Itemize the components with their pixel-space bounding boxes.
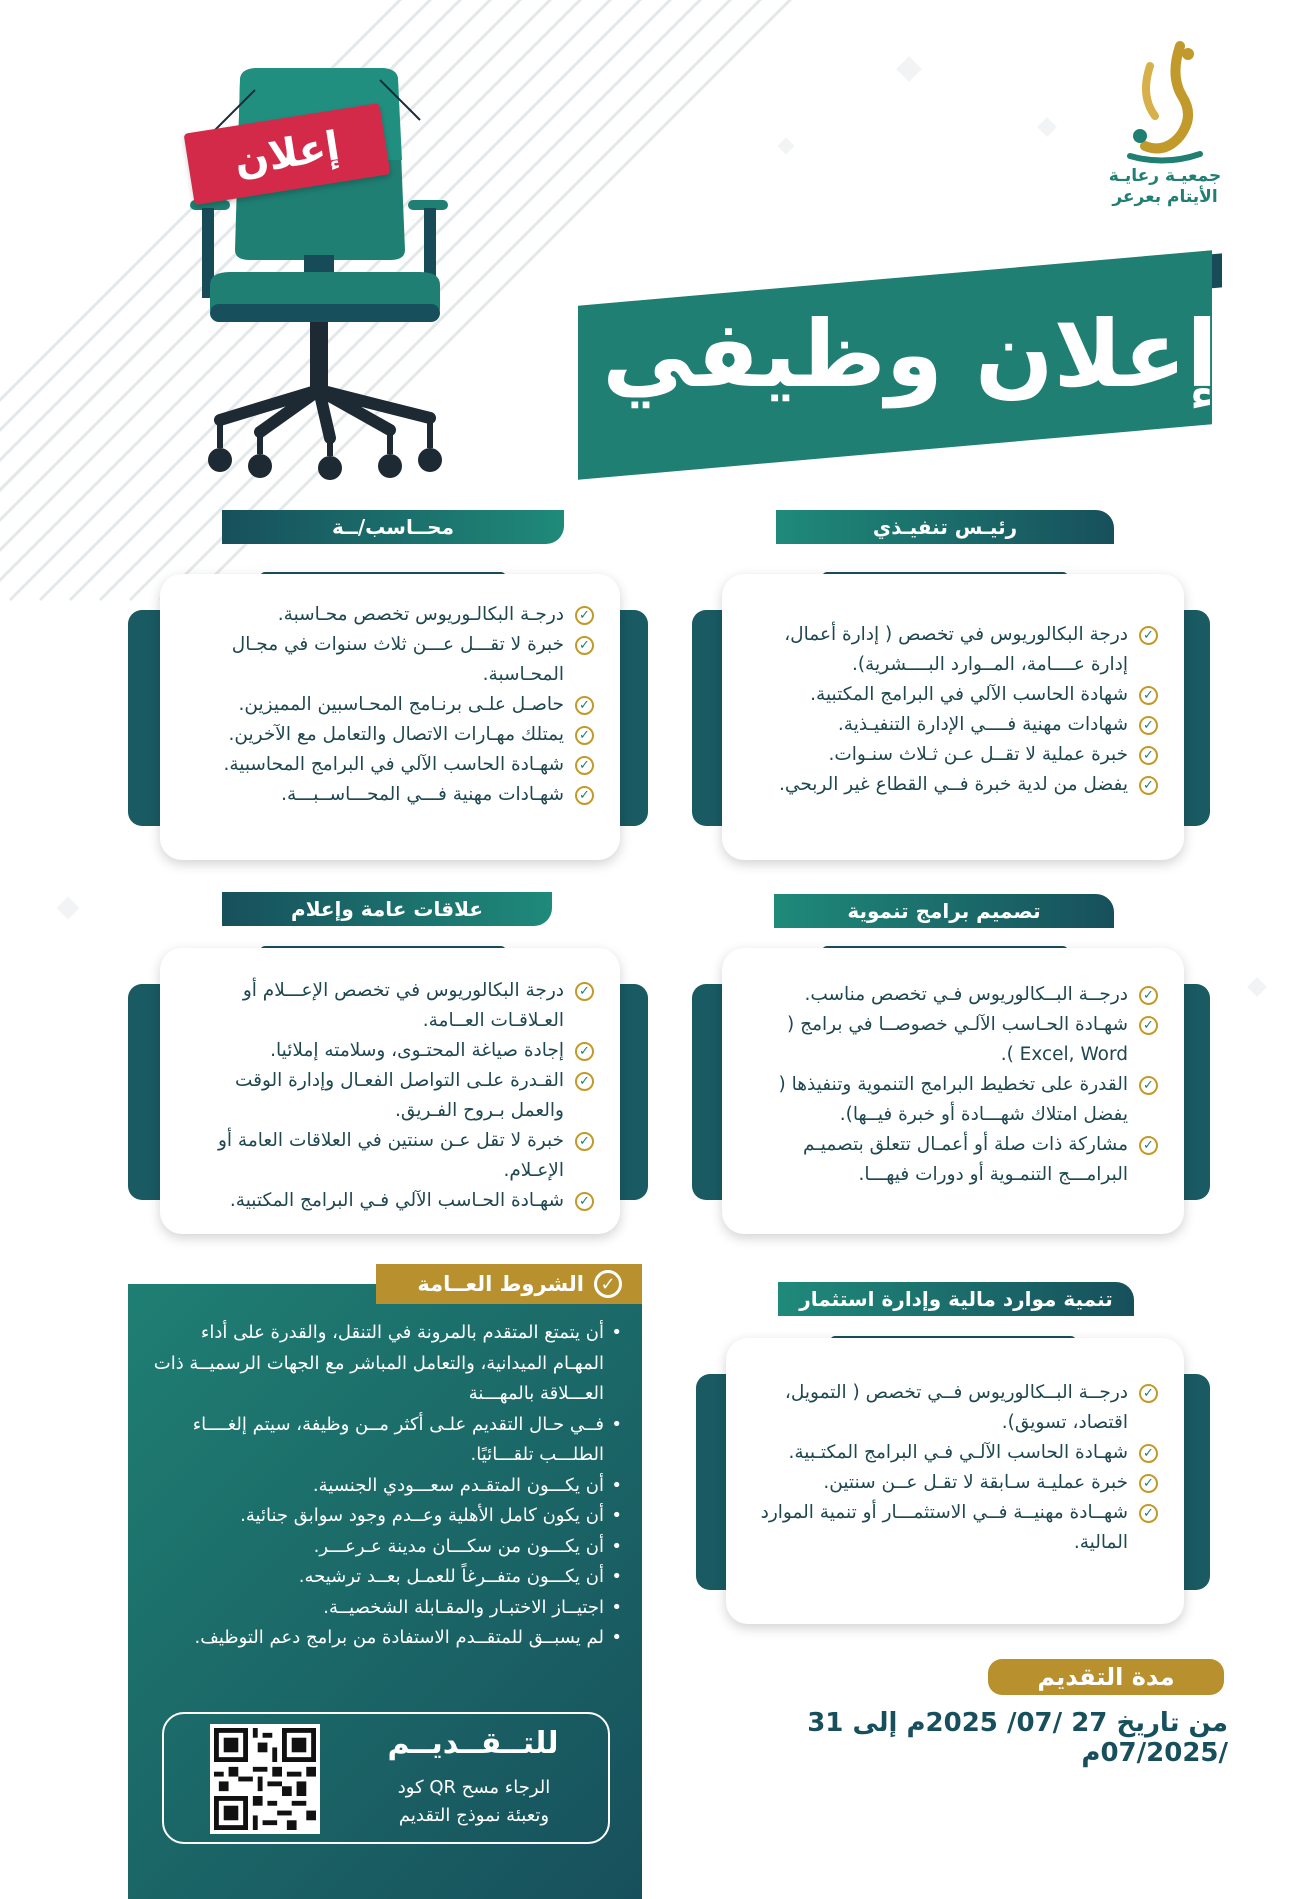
list-item: ✓ شهـادة الحـاسب الآلـي خصوصــا في برامج ( Excel, Word ). xyxy=(748,1010,1158,1070)
section-title-programs: تصميم برامج تنموية xyxy=(847,899,1041,923)
list-item: ✓ خبرة لا تقـــل عـــن ثلاث سنوات في مجـال المحـاسبة. xyxy=(186,630,594,690)
section-header-programs xyxy=(774,894,1114,928)
section-title-accountant: محــاسب/ــة xyxy=(332,515,454,539)
card-accountant xyxy=(160,574,620,860)
list-item: ✓ القدرة على تخطيط البرامج التنموية وتنفيذها ( يفضل امتلاك شهـــادة أو خبرة فيــها). xyxy=(748,1070,1158,1130)
section-title-executive: رئيـس تنفيـذي xyxy=(872,515,1018,539)
check-icon: ✓ xyxy=(1139,986,1158,1005)
check-icon: ✓ xyxy=(575,1132,594,1151)
section-header-finance xyxy=(778,1282,1134,1316)
check-icon: ✓ xyxy=(575,606,594,625)
check-icon: ✓ xyxy=(1139,1474,1158,1493)
list-item: • أن يكـــون من سكـــان مدينة عـرعـــر. xyxy=(152,1532,622,1563)
check-icon: ✓ xyxy=(575,1072,594,1091)
list-item: ✓ يمتلك مهـارات الاتصال والتعامل مع الآخرين. xyxy=(186,720,594,750)
qr-code-icon xyxy=(214,1728,316,1830)
check-icon: ✓ xyxy=(1139,1016,1158,1035)
apply-title: للتــقــديــم xyxy=(387,1726,559,1761)
list-item: ✓ خبرة عمليـة سـابقة لا تقـل عــن سنتين. xyxy=(752,1468,1158,1498)
list-item: ✓ شهـادة الحـاسب الآلي فـي البرامج المكتبية. xyxy=(186,1186,594,1216)
section-header-accountant xyxy=(222,510,564,544)
logo-name-line1: جمعيـة رعايـة xyxy=(1108,166,1222,186)
list-item: ✓ شهادة الحاسب الآلي في البرامج المكتبية. xyxy=(748,680,1158,710)
association-logo-icon xyxy=(1110,36,1220,166)
general-conditions-header xyxy=(376,1264,642,1304)
period-label: مدة التقديم xyxy=(1037,1663,1175,1691)
check-icon: ✓ xyxy=(1139,1504,1158,1523)
list-item: ✓ درجــة البــكالوريوس فــي تخصص ( التمويل، اقتصاد، تسويق). xyxy=(752,1378,1158,1438)
check-icon: ✓ xyxy=(575,756,594,775)
card-programs xyxy=(722,948,1184,1234)
apply-instructions xyxy=(354,1774,594,1830)
list-item: • فــي حـال التقديم علـى أكثر مــن وظيفة، سيتم إلغــــاء الطلـــب تلقـــائيًا. xyxy=(152,1410,622,1471)
list-item: ✓ شهـادة الحاسب الآلي في البرامج المحاسبية. xyxy=(186,750,594,780)
list-item: ✓ درجــة البــكالوريوس فـي تخصص مناسب. xyxy=(748,980,1158,1010)
section-title-pr: علاقات عامة وإعلام xyxy=(291,897,483,921)
check-icon: ✓ xyxy=(575,1042,594,1061)
list-item: ✓ شهـادة الحاسب الآلـي فـي البرامج المكتـبية. xyxy=(752,1438,1158,1468)
list-item: ✓ درجة البكالوريوس في تخصص ( إدارة أعمال، إدارة عــــامة، المــوارد البــــشرية). xyxy=(748,620,1158,680)
card-executive xyxy=(722,574,1184,860)
application-period-label xyxy=(988,1659,1224,1695)
card-finance xyxy=(726,1338,1184,1624)
apply-line1: الرجاء مسح QR كود xyxy=(397,1777,551,1798)
check-icon: ✓ xyxy=(1139,1076,1158,1095)
check-icon: ✓ xyxy=(575,726,594,745)
check-icon: ✓ xyxy=(575,982,594,1001)
list-item: ✓ شهـادات مهنية فـــي المحـــاســبـــة. xyxy=(186,780,594,810)
list-item: ✓ حاصـل علـى برنـامج المحـاسبين المميزين. xyxy=(186,690,594,720)
qr-code[interactable] xyxy=(210,1724,320,1834)
list-item: • أن يتمتع المتقدم بالمرونة في التنقل، والقدرة على أداء المهـام الميدانية، والتعامل المباشر مع الجهات الرسميــة ذات العـــلاقة بالمهـــنة xyxy=(152,1318,622,1410)
apply-box xyxy=(162,1712,610,1844)
list-item: ✓ خبرة عملية لا تقــل عـن ثـلاث سنـوات. xyxy=(748,740,1158,770)
check-icon: ✓ xyxy=(575,696,594,715)
check-icon: ✓ xyxy=(1139,746,1158,765)
list-item: ✓ شهــادة مهنيــة فــي الاستثمـــار أو تنمية الموارد المالية. xyxy=(752,1498,1158,1558)
section-title-finance: تنمية موارد مالية وإدارة استثمار xyxy=(799,1287,1113,1311)
application-period-dates: من تاريخ 27 /07/ 2025م إلى 31 /07/2025م xyxy=(807,1708,1228,1768)
logo-name-line2: الأيتام بعرعر xyxy=(1112,187,1218,208)
check-icon: ✓ xyxy=(1139,716,1158,735)
association-name xyxy=(1070,166,1260,209)
list-item: • أن يكـــون متفــرغاً للعمـل بعــد ترشيحه. xyxy=(152,1562,622,1593)
list-item: ✓ يفضل من لدية خبرة فــي القطاع غير الربحي. xyxy=(748,770,1158,800)
check-icon: ✓ xyxy=(1139,776,1158,795)
section-header-executive xyxy=(776,510,1114,544)
apply-line2: وتعبئة نموذج التقديم xyxy=(398,1805,550,1826)
list-item: ✓ درجة البكالوريوس في تخصص الإعـــلام أو العـلاقـات العــامة. xyxy=(186,976,594,1036)
card-pr xyxy=(160,948,620,1234)
check-icon: ✓ xyxy=(1139,1444,1158,1463)
check-icon: ✓ xyxy=(1139,686,1158,705)
list-item: ✓ شهادات مهنية فــــي الإدارة التنفيـذية. xyxy=(748,710,1158,740)
section-header-pr xyxy=(222,892,552,926)
check-icon: ✓ xyxy=(575,636,594,655)
list-item: • أن يكـــون المتقـدم سعـــودي الجنسية. xyxy=(152,1471,622,1502)
list-item: ✓ القـدرة علـى التواصل الفعـال وإدارة الوقت والعمل بـروح الفـريق. xyxy=(186,1066,594,1126)
list-item: • أن يكون كامل الأهلية وعــدم وجود سوابق جنائية. xyxy=(152,1501,622,1532)
list-item: • لم يسبــق للمتقــدم الاستفادة من برامج دعم التوظيف. xyxy=(152,1623,622,1654)
check-icon: ✓ xyxy=(575,786,594,805)
check-icon: ✓ xyxy=(1139,1136,1158,1155)
check-icon: ✓ xyxy=(575,1192,594,1211)
check-icon: ✓ xyxy=(1139,626,1158,645)
page-title: إعلان وظيفي xyxy=(602,301,1218,408)
list-item: ✓ درجـة البكالـوريوس تخصص محـاسبة. xyxy=(186,600,594,630)
sign-label: إعلان xyxy=(231,123,343,185)
list-item: ✓ خبرة لا تقل عـن سنتين في العلاقات العامة أو الإعـلام. xyxy=(186,1126,594,1186)
list-item: ✓ مشاركة ذات صلة أو أعمـال تتعلق بتصميـم البرامـــج التنمـوية أو دورات فيهـــا. xyxy=(748,1130,1158,1190)
check-icon: ✓ xyxy=(1139,1384,1158,1403)
check-circle-icon: ✓ xyxy=(594,1270,622,1298)
list-item: • اجتيــاز الاختبـار والمقـابلة الشخصيــة. xyxy=(152,1593,622,1624)
list-item: ✓ إجادة صياغة المحتـوى، وسلامته إملائيا. xyxy=(186,1036,594,1066)
general-conditions-title: الشروط العــامة xyxy=(417,1272,584,1296)
